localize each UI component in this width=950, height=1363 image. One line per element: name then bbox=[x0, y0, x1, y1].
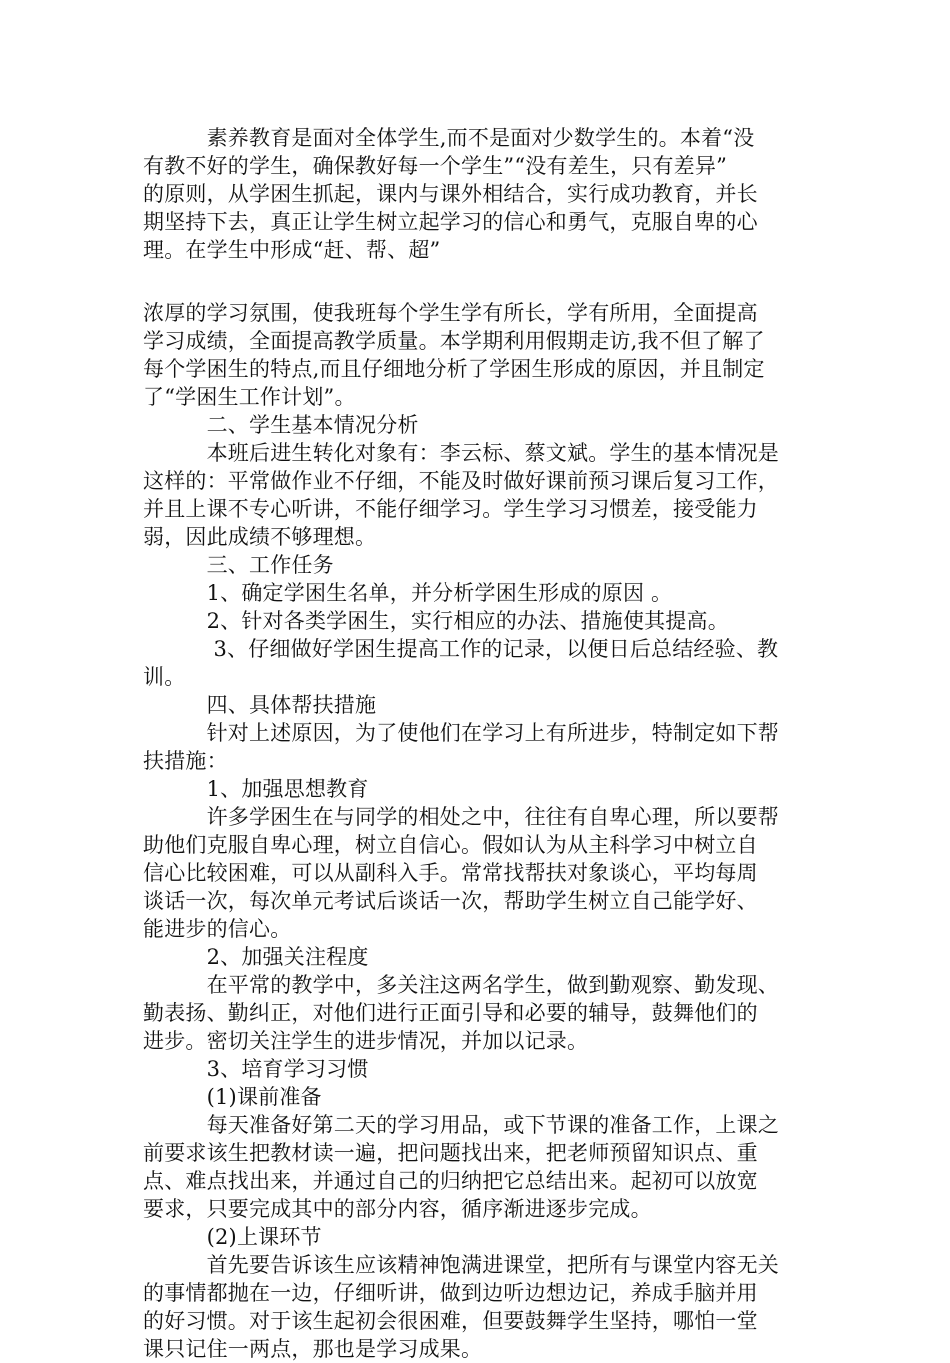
paragraph-line: 首先要告诉该生应该精神饱满进课堂，把所有与课堂内容无关 bbox=[143, 1253, 779, 1277]
subsection-heading: 1、加强思想教育 bbox=[143, 777, 369, 801]
paragraph-line: 谈话一次，每次单元考试后谈话一次，帮助学生树立自己能学好、 bbox=[143, 889, 758, 913]
paragraph-line: 许多学困生在与同学的相处之中，往往有自卑心理，所以要帮 bbox=[143, 805, 779, 829]
paragraph-line: 在平常的教学中，多关注这两名学生，做到勤观察、勤发现、 bbox=[143, 973, 779, 997]
paragraph-line: 的好习惯。对于该生起初会很困难，但要鼓舞学生坚持，哪怕一堂 bbox=[143, 1309, 758, 1333]
paragraph-line: 弱，因此成绩不够理想。 bbox=[143, 525, 377, 549]
paragraph-line: 训。 bbox=[143, 665, 186, 689]
paragraph-line: 扶措施： bbox=[143, 749, 228, 773]
paragraph-line: 勤表扬、勤纠正，对他们进行正面引导和必要的辅导，鼓舞他们的 bbox=[143, 1001, 758, 1025]
paragraph-line: 能进步的信心。 bbox=[143, 917, 292, 941]
section-heading: 三、工作任务 bbox=[143, 553, 334, 577]
paragraph-line: 学习成绩，全面提高教学质量。本学期利用假期走访,我不但了解了 bbox=[143, 329, 765, 353]
subsection-heading: (2)上课环节 bbox=[143, 1225, 322, 1249]
paragraph-line: 每天准备好第二天的学习用品，或下节课的准备工作，上课之 bbox=[143, 1113, 779, 1137]
paragraph-line: 本班后进生转化对象有：李云标、蔡文斌。学生的基本情况是 bbox=[143, 441, 779, 465]
paragraph-line: 信心比较困难，可以从副科入手。常常找帮扶对象谈心，平均每周 bbox=[143, 861, 758, 885]
paragraph-line: 并且上课不专心听讲，不能仔细学习。学生学习习惯差，接受能力 bbox=[143, 497, 758, 521]
section-heading: 四、具体帮扶措施 bbox=[143, 693, 377, 717]
list-item: 3、仔细做好学困生提高工作的记录，以便日后总结经验、教 bbox=[143, 637, 779, 661]
paragraph-line: 有教不好的学生，确保教好每一个学生”“没有差生，只有差异” bbox=[143, 154, 728, 178]
paragraph-line: 浓厚的学习氛围，使我班每个学生学有所长，学有所用，全面提高 bbox=[143, 301, 758, 325]
paragraph-line: 的原则，从学困生抓起，课内与课外相结合，实行成功教育，并长 bbox=[143, 182, 758, 206]
paragraph-line: 期坚持下去，真正让学生树立起学习的信心和勇气，克服自卑的心 bbox=[143, 210, 758, 234]
paragraph-line: 前要求该生把教材读一遍，把问题找出来，把老师预留知识点、重 bbox=[143, 1141, 758, 1165]
paragraph-line: 每个学困生的特点,而且仔细地分析了学困生形成的原因，并且制定 bbox=[143, 357, 765, 381]
paragraph-line: 的事情都抛在一边，仔细听讲，做到边听边想边记，养成手脑并用 bbox=[143, 1281, 758, 1305]
list-item: 2、针对各类学困生，实行相应的办法、措施使其提高。 bbox=[143, 609, 729, 633]
paragraph-line: 了“学困生工作计划”。 bbox=[143, 385, 356, 409]
paragraph-line: 理。在学生中形成“赶、帮、超” bbox=[143, 238, 441, 262]
paragraph-line: 课只记住一两点，那也是学习成果。 bbox=[143, 1337, 483, 1361]
subsection-heading: (1)课前准备 bbox=[143, 1085, 322, 1109]
paragraph-line: 点、难点找出来，并通过自己的归纳把它总结出来。起初可以放宽 bbox=[143, 1169, 758, 1193]
paragraph-line: 针对上述原因，为了使他们在学习上有所进步，特制定如下帮 bbox=[143, 721, 779, 745]
paragraph-line: 助他们克服自卑心理，树立自信心。假如认为从主科学习中树立自 bbox=[143, 833, 758, 857]
paragraph-line: 这样的：平常做作业不仔细，不能及时做好课前预习课后复习工作， bbox=[143, 469, 779, 493]
paragraph-line: 进步。密切关注学生的进步情况，并加以记录。 bbox=[143, 1029, 589, 1053]
paragraph-line: 要求，只要完成其中的部分内容，循序渐进逐步完成。 bbox=[143, 1197, 652, 1221]
section-heading: 二、学生基本情况分析 bbox=[143, 413, 419, 437]
subsection-heading: 2、加强关注程度 bbox=[143, 945, 369, 969]
subsection-heading: 3、培育学习习惯 bbox=[143, 1057, 369, 1081]
paragraph-line: 素养教育是面对全体学生,而不是面对少数学生的。本着“没 bbox=[143, 126, 755, 150]
list-item: 1、确定学困生名单，并分析学困生形成的原因 。 bbox=[143, 581, 673, 605]
